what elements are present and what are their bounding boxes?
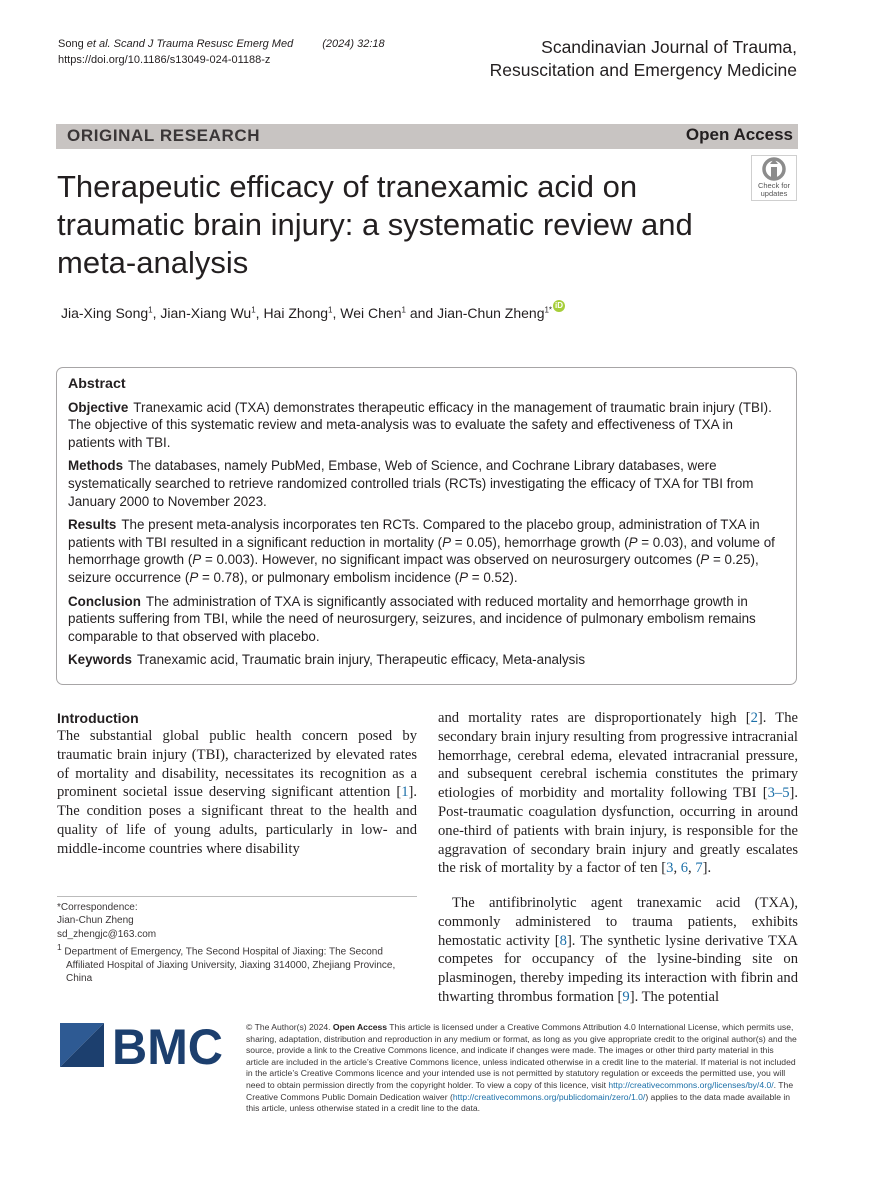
ref-link-6[interactable]: 6: [680, 860, 689, 877]
correspondence-label: *Correspondence:: [57, 902, 138, 913]
check-line-1: Check for: [757, 181, 791, 190]
intro-right-paragraph-2: The antifibrinolytic agent tranexamic acid (TXA), commonly administered to trauma patients, exhibits hemostatic activity [8]. The synthetic lysine derivative TXA competes for occupancy of the lysine-binding site on plasminogen, thereby impeding its interaction with fibrin and thwarting thrombus formation [9]. The potential: [438, 895, 798, 1005]
abstract-objective: Objective Tranexamic acid (TXA) demonstrates therapeutic efficacy in the management of traumatic brain injury (TBI). The objective of this systematic review and meta-analysis was to evaluate the safety and effectiveness of TXA in patients with TBI.: [68, 399, 772, 450]
journal-line-1: Scandinavian Journal of Trauma,: [541, 37, 797, 57]
ref-link-8[interactable]: 8: [559, 932, 567, 949]
bmc-logo[interactable]: [60, 1023, 225, 1067]
article-title: Therapeutic efficacy of tranexamic acid on traumatic brain injury: a systematic review and meta-analysis: [57, 169, 693, 280]
ref-link-9[interactable]: 9: [622, 988, 630, 1005]
citation-block: [58, 36, 385, 68]
author-3[interactable]: Hai Zhong$^1$,: [263, 304, 341, 321]
correspondence-name: Jian-Chun Zheng: [57, 915, 134, 927]
author-1[interactable]: Jia-Xing Song$^1$,: [61, 304, 161, 321]
check-line-2: updates: [760, 189, 788, 198]
footnote-divider: [57, 896, 417, 897]
ref-link-2[interactable]: 2: [750, 710, 758, 726]
affiliation: $^1$ Department of Emergency, The Second Hospital of Jiaxing: The Second Affiliated Hospital of Jiaxing University, Jiaxing 314000, Zhejiang Province, China: [57, 941, 396, 984]
author-5[interactable]: Jian-Chun Zheng$^{1*}$: [437, 304, 553, 321]
correspondence-email[interactable]: sd_zhengjc@163.com: [57, 928, 157, 940]
article-type: ORIGINAL RESEARCH: [67, 126, 261, 145]
citation-journal: Scand J Trauma Resusc Emerg Med: [113, 38, 294, 50]
doi-link[interactable]: https://doi.org/10.1186/s13049-024-01188-z: [58, 54, 271, 66]
author-4[interactable]: Wei Chen$^1$ and: [340, 304, 438, 321]
orcid-icon[interactable]: iD: [555, 301, 564, 310]
footnotes: [57, 901, 417, 985]
abstract-box: [56, 367, 797, 685]
bmc-logo-text: BMC: [112, 1023, 223, 1067]
ref-link-3[interactable]: 3: [666, 860, 674, 877]
abstract-results: Results The present meta-analysis incorporates ten RCTs. Compared to the placebo group, administration of TXA in patients with TBI resulted in a significant reduction in mortality (P = 0.05), hemorrhage growth (P = 0.03), and volume of hemorrhage growth (P = 0.003). However, no significant impact was observed on neurosurgery outcomes (P = 0.25), seizure occurrence (P = 0.78), or pulmonary embolism incidence (P = 0.52).: [68, 517, 775, 585]
citation-etal: et al.: [86, 38, 111, 50]
ref-link-7[interactable]: 7: [695, 860, 703, 877]
open-access-label: Open Access: [685, 125, 793, 144]
author-list: [61, 300, 565, 323]
intro-left-column: The substantial global public health concern posed by traumatic brain injury (TBI), characterized by elevated rates of mortality and disability, necessitates its recognition as a prominent societal issue deserving significant attention [1]. The condition poses a significant threat to the health and quality of life of young adults, particularly in low- and middle-income countries where disability: [57, 728, 417, 857]
citation-year: (2024) 32:18: [322, 38, 385, 50]
ref-link-1[interactable]: 1: [401, 784, 409, 801]
intro-right-paragraph-1: and mortality rates are disproportionately high [2]. The secondary brain injury resulting from progressive intracranial hemorrhage, cerebral edema, elevated intracranial pressure, and subsequent cerebral ischemia constitutes the primary etiologies of morbidity and mortality following TBI [3–5]. Post-traumatic coagulation dysfunction, occurring in around one-third of patients with brain injury, is responsible for the aggravation of secondary brain injury and greatly escalates the risk of mortality by a factor of ten [3, 6, 7].: [438, 710, 798, 877]
introduction-heading: Introduction: [57, 710, 139, 726]
cc-zero-link[interactable]: http://creativecommons.org/publicdomain/zero/1.0/: [452, 1091, 646, 1102]
cc-by-link[interactable]: http://creativecommons.org/licenses/by/4.0/: [608, 1079, 774, 1090]
license-text: © The Author(s) 2024. Open Access This article is licensed under a Creative Commons Attribution 4.0 International License, which permits use, sharing, adaptation, distribution and reproduction in any medium or format, as long as you give appropriate credit to the original author(s) and the source, provide a link to the Creative Commons licence, and indicate if changes were made. The images or other third party material in this article are included in the article’s Creative Commons licence, unless indicated otherwise in a credit line to the material. If material is not included in the article’s Creative Commons licence and your intended use is not permitted by statutory regulation or exceeds the permitted use, you will need to obtain permission directly from the copyright holder. To view a copy of this licence, visit http://creativecommons.org/licenses/by/4.0/. The Creative Commons Public Domain Dedication waiver (http://creativecommons.org/publicdomain/zero/1.0/) applies to the data made available in this article, unless otherwise stated in a credit line to the data.: [246, 1022, 797, 1114]
journal-line-2: Resuscitation and Emergency Medicine: [489, 60, 797, 80]
ref-link-3-5[interactable]: 3–5: [767, 785, 790, 802]
abstract-keywords: Keywords Tranexamic acid, Traumatic brain injury, Therapeutic efficacy, Meta-analysis: [68, 652, 586, 668]
abstract-methods: Methods The databases, namely PubMed, Embase, Web of Science, and Cochrane Library databases, were systematically searched to retrieve randomized controlled trials (RCTs) investigating the efficacy of TXA for TBI from January 2000 to November 2023.: [68, 458, 754, 509]
citation-authors: Song: [58, 38, 87, 50]
author-2[interactable]: Jian-Xiang Wu$^1$,: [160, 304, 264, 321]
journal-name: [490, 36, 797, 82]
abstract-heading: Abstract: [68, 376, 126, 392]
abstract-conclusion: Conclusion The administration of TXA is significantly associated with reduced mortality and hemorrhage growth in patients suffering from TBI, while the need of neurosurgery, seizures, and incidence of pulmonary embolism remains comparable to that observed with placebo.: [68, 593, 756, 644]
check-for-updates-icon[interactable]: [751, 155, 797, 201]
